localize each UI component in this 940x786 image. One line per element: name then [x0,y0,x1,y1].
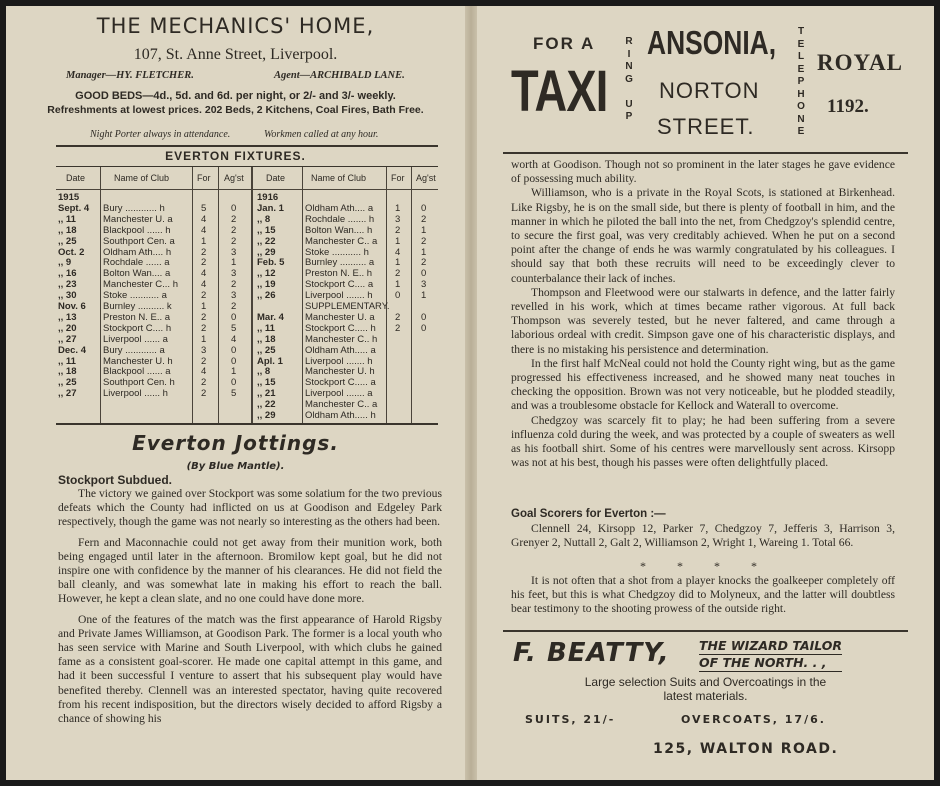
fixture-for: 2 [201,377,207,389]
fixture-against: 0 [421,322,427,334]
fixture-against: 2 [231,235,237,247]
fixture-club: Manchester C... h [103,279,178,291]
divider [56,424,438,425]
fixture-for: 3 [395,213,401,225]
fixture-for: 4 [201,224,207,236]
fixture-club: Manchester C.. a [305,399,378,411]
fixture-against: 1 [421,224,427,236]
fixture-club: Manchester U. a [305,311,375,323]
fixture-for: 2 [395,268,401,280]
mechanics-home-title: THE MECHANICS' HOME, [96,14,375,38]
jottings-title: Everton Jottings. [132,431,339,455]
workmen-line: Workmen called at any hour. [264,129,379,140]
fixture-club: Liverpool ....... h [305,355,373,367]
fixture-for: 2 [201,311,207,323]
fixture-date: ,, 13 [58,311,77,323]
fixture-club: Manchester C.. a [305,235,378,247]
fixture-date: ,, 26 [257,290,276,302]
left-page [6,6,465,780]
paragraph: Thompson and Fleetwood were our stalwarts in defence, and the latter fairly revelled in his work, which at times became rather vigorous. At full back Thompson was severely tested, but he never faltered, and came through a laborious ordeal with credit. Simpson gave one of his characteristic displays, and there is no mistaking his persistence and determination. [511,285,895,356]
fixture-club: Bolton Wan.... h [305,224,373,236]
goal-scorers-head: Goal Scorers for Everton :— [511,508,666,520]
fixture-date: ,, 27 [58,333,77,345]
fixture-against: 2 [421,257,427,269]
description-line-1: Large selection Suits and Overcoatings in the [584,675,827,689]
mechanics-home-address: 107, St. Anne Street, Liverpool. [133,46,338,63]
fixture-against: 1 [231,257,237,269]
fixture-club: Southport Cen. h [103,377,175,389]
fixture-date: ,, 11 [58,213,76,225]
fixture-against: 2 [421,213,427,225]
manager-line: Manager—HY. FLETCHER. [66,70,194,81]
fixture-for: 3 [201,344,207,356]
overcoats-price: OVERCOATS, 17/6. [681,713,826,726]
vertical-letter: N [625,61,633,72]
fixture-date: ,, 25 [58,377,77,389]
column-rule [411,167,412,423]
fixture-for: 2 [201,388,207,400]
fixture-date: ,, 25 [257,344,276,356]
vertical-letter: L [797,51,805,62]
beatty-address: 125, WALTON ROAD. [653,741,839,757]
fixture-for: 5 [201,202,207,214]
fixture-date: ,, 25 [58,235,77,247]
vertical-letter: N [797,113,805,125]
col-header-against: Ag'st [416,173,436,183]
article-closing [511,574,895,617]
fixture-for: 2 [201,246,207,258]
fixture-against: 2 [231,213,237,225]
fixture-against: 5 [231,388,237,400]
fixture-club: Bury ............ h [103,202,165,214]
fixture-for: 4 [395,246,401,258]
beatty-name: F. BEATTY, [513,638,670,668]
fixture-club: Blackpool ...... h [103,224,171,236]
col-header-for: For [197,173,211,183]
paragraph: The victory we gained over Stockport was some solatium for the two previous defeats which the County had inflicted on us at Goodison and Edgeley Park respectively, though the game was not nearly so interesting as the others had been. [58,487,442,529]
fixture-club: Blackpool ...... a [103,366,171,378]
fixture-for: 2 [201,322,207,334]
fixture-against: 0 [231,377,237,389]
fixture-club: Preston N. E.. a [103,311,171,323]
suits-price: SUITS, 21/- [525,713,616,726]
paragraph: worth at Goodison. Though not so prominent in the later stages he gave evidence of possessing much ability. [511,158,895,186]
fixture-date: ,, 22 [257,235,276,247]
vertical-letter: U [625,98,633,110]
vertical-letter: R [625,36,633,47]
fixture-club: Liverpool ...... a [103,333,168,345]
paragraph: Fern and Maconnachie could not get away from their munition work, both being engaged until later in the afternoon. Bromilow kept goal, but he did not inspire one with confidence by the manner of his clearances. He did not field the ball cleanly, and was somewhat late in making his effort to reach the ball. However, he kept a clean slate, and no one could have done more. [58,535,442,606]
fixture-for: 2 [395,322,401,334]
taxi-street-2: STREET. [657,114,755,139]
fixture-date: ,, 22 [257,399,276,411]
vertical-letter: E [797,126,805,137]
refreshments-line: Refreshments at lowest prices. 202 Beds, 2 Kitchens, Coal Fires, Bath Free. [47,104,424,116]
fixture-date: ,, 27 [58,388,77,400]
fixture-date: ,, 15 [257,377,276,389]
goal-scorers-list [511,522,895,550]
column-rule [302,167,303,423]
paragraph: In the first half McNeal could not hold the County right wing, but as the game progressed his effectiveness increased, and he showed many neat touches in checking the opposition. Brown was not very noticeable, but he plodded steadily, and was a troublesome obstacle for Kellock and Waterall to overcome. [511,356,895,413]
fixture-against: 2 [231,301,237,312]
fixture-date: Nov. 6 [58,301,86,312]
vertical-letter: P [797,76,805,87]
description-line-2: latest materials. [663,689,748,703]
fixture-club: Oldham Ath..... a [305,344,376,356]
fixture-against: 3 [421,279,427,291]
fixture-against: 0 [231,311,237,323]
divider [503,152,908,154]
fixture-against: 3 [231,290,237,302]
agent-line: Agent—ARCHIBALD LANE. [274,70,405,81]
fixture-date: ,, 29 [257,246,276,258]
fixture-against: 0 [231,344,237,356]
fixture-club: Preston N. E.. h [305,268,373,280]
fixture-against: 0 [421,268,427,280]
fixture-club: Stockport C..... a [305,377,376,389]
fixture-club: Southport Cen. a [103,235,175,247]
fixture-against: 1 [421,290,427,302]
fixture-for: 2 [201,257,207,269]
fixture-club: Burnley .......... k [103,301,172,312]
article-body-right [511,158,895,470]
taxi-for-a: FOR A [533,34,596,53]
fixtures-table [56,166,438,424]
fixture-club: Liverpool ...... h [103,388,168,400]
vertical-letter: P [625,111,633,122]
fixture-date: ,, 18 [257,333,276,345]
fixture-against: 2 [231,224,237,236]
fixture-club: Liverpool ....... h [305,290,373,302]
tagline-1: THE WIZARD TAILOR [699,638,843,653]
fixture-club: Rochdale ...... a [103,257,170,269]
column-rule [386,167,387,423]
telephone-vertical [795,26,807,139]
beatty-tagline [699,638,842,672]
beatty-description [477,675,934,703]
fixture-against: 0 [421,202,427,214]
fixture-for: 1 [395,235,401,247]
fixture-for: 2 [201,355,207,367]
fixture-against: 1 [231,366,237,378]
fixture-club: Manchester C.. h [305,333,378,345]
fixture-date: Sept. 4 [58,202,90,214]
fixture-against: 5 [231,322,237,334]
fixture-for: 4 [201,366,207,378]
fixture-against: 3 [231,268,237,280]
fixture-for: 4 [201,268,207,280]
vertical-letter: E [797,38,805,50]
fixture-club: Oldham Ath..... h [305,410,376,421]
fixture-club: Stockport C.... h [103,322,172,334]
fixtures-title: EVERTON FIXTURES. [165,149,306,163]
fixture-club: Oldham Ath.... a [305,202,374,214]
fixture-date: ,, 23 [58,279,77,291]
taxi-word: TAXI [511,59,608,124]
fixture-for: 1 [201,301,207,312]
fixture-date: ,, 18 [58,224,77,236]
fixture-for: 1 [395,257,401,269]
fixture-against: 0 [421,311,427,323]
fixture-club: Rochdale ....... h [305,213,375,225]
fixture-date: ,, 12 [257,268,276,280]
fixture-club: SUPPLEMENTARY. [305,301,390,312]
col-header-against: Ag'st [224,173,244,183]
fixture-date: Dec. 4 [58,344,86,356]
fixture-date: ,, 30 [58,290,77,302]
fixture-club: Stockport C.... a [305,279,374,291]
fixture-for: 4 [201,213,207,225]
taxi-company: ANSONIA, [647,24,777,61]
fixture-against: 4 [231,333,237,345]
fixture-date: Oct. 2 [58,246,85,258]
fixture-date: ,, 29 [257,410,276,421]
fixture-for: 1 [395,279,401,291]
right-page [477,6,934,780]
fixture-date: ,, 9 [58,257,72,269]
paragraph: One of the features of the match was the first appearance of Harold Rigsby and Private James Williamson, at Goodison Park. The former is a local youth who has seen service with Marine and South Liverpool, with which clubs he gained fame as a consistent goal-scorer. He made one capital attempt in this game, and had it been successful I venture to assert that his subsequent play would have benefited thereby. Clennell was an interested spectator, having quite recovered from his recent indisposition, but the directors wisely decided to afford Rigsby a chance of showing his [58,612,442,726]
article-subhead: Stockport Subdued. [58,473,172,487]
fixture-for: 1 [201,333,207,345]
fixture-for: 1 [201,235,207,247]
ring-up-vertical [623,36,635,124]
section-stars: * * * * [640,559,771,573]
vertical-letter: O [797,101,805,112]
fixture-club: Oldham Ath.... h [103,246,172,258]
telephone-exchange: ROYAL [817,50,903,75]
fixture-against: 0 [231,202,237,214]
paragraph: It is not often that a shot from a player knocks the goalkeeper completely off his feet, but this is what Chedgzoy did to Molyneux, and the latter will doubtless bear testimony to the shooting prowess of the outside right. [511,574,895,616]
col-header-date: Date [66,173,86,183]
fixture-club: Liverpool ....... a [305,388,373,400]
column-rule [100,167,101,423]
divider [503,630,908,632]
fixture-for: 2 [395,224,401,236]
fixture-date: ,, 21 [257,388,276,400]
fixture-date: ,, 8 [257,366,271,378]
fixture-against: 3 [231,246,237,258]
fixture-date: ,, 11 [257,322,275,334]
fixture-for: 2 [395,311,401,323]
fixture-for: 4 [201,279,207,291]
fixture-club: Burnley .......... a [305,257,375,269]
vertical-letter: H [797,88,805,100]
taxi-street-1: NORTON [659,78,760,103]
fixture-date: ,, 18 [58,366,77,378]
jottings-byline: (By Blue Mantle). [186,461,285,472]
column-rule [251,167,253,423]
divider [56,145,438,147]
telephone-number: 1192. [827,96,869,117]
fixture-club: Manchester U. h [103,355,173,367]
tagline-2: OF THE NORTH. . , [699,655,842,672]
vertical-letter [623,86,635,99]
paragraph: Chedgzoy was scarcely fit to play; he had been suffering from a severe influenza cold during the week, and was protected by a couple of sweaters as well as his football shirt. Some of his centres were marvellously sent across. Kirsopp was not at his best, though his passes were often delightfully placed. [511,413,895,470]
article-body-left [58,487,442,726]
fixture-date: ,, 8 [257,213,271,225]
fixture-date: Apl. 1 [257,355,283,367]
night-porter-line: Night Porter always in attendance. [90,129,231,140]
fixture-against: 2 [421,235,427,247]
fixture-for: 1 [395,202,401,214]
column-rule [218,167,219,423]
fixture-club: Stoke ........... h [305,246,369,258]
fixture-date: ,, 19 [257,279,276,291]
vertical-letter: I [627,48,631,60]
fixture-date: 1916 [257,192,279,203]
fixture-against: 0 [231,355,237,367]
fixture-date: Feb. 5 [257,257,285,269]
fixture-date: Mar. 4 [257,311,284,323]
fixture-date: ,, 11 [58,355,76,367]
fixture-club: Manchester U. a [103,213,173,225]
fixture-for: 2 [201,290,207,302]
col-header-club: Name of Club [311,173,367,183]
fixture-club: Bury ............ a [103,344,165,356]
fixture-date: ,, 15 [257,224,276,236]
column-rule [192,167,193,423]
fixture-date: Jan. 1 [257,202,284,214]
vertical-letter: T [797,26,805,37]
fixture-club: Bolton Wan.... a [103,268,171,280]
fixture-against: 2 [231,279,237,291]
header-rule [56,189,438,190]
fixture-date: 1915 [58,192,80,203]
fixture-club: Manchester U. h [305,366,375,378]
page-gutter [465,6,477,780]
fixture-club: Stockport C..... h [305,322,376,334]
fixture-club: Stoke ........... a [103,290,167,302]
fixture-date: ,, 20 [58,322,77,334]
vertical-letter: E [797,63,805,75]
col-header-for: For [391,173,405,183]
paragraph: Williamson, who is a private in the Royal Scots, is stationed at Birkenhead. Like Rigsby, he is on the small side, but there is plenty of football in him, and the manner in which he piloted the ball into the net, from Chedgzoy's splendid centre, to secure the first goal, was very creditably achieved. When he put on a second point after the change of ends he was warmly congratulated by his colleagues. I should say that both these recruits will need to be exceedingly clever to counterbalance their lack of inches. [511,186,895,285]
col-header-date: Date [266,173,286,183]
fixture-date: ,, 16 [58,268,77,280]
vertical-letter: G [625,73,633,85]
col-header-club: Name of Club [114,173,170,183]
paragraph: Clennell 24, Kirsopp 12, Parker 7, Chedgzoy 7, Jefferis 3, Harrison 3, Grenyer 2, Nuttall 2, Galt 2, Williamson 2, Wright 1, Wareing 1. Total 66. [511,522,895,550]
fixture-against: 1 [421,246,427,258]
fixture-for: 0 [395,290,401,302]
booklet-spread [6,6,934,780]
beds-line: GOOD BEDS—4d., 5d. and 6d. per night, or 2/- and 3/- weekly. [75,90,396,102]
